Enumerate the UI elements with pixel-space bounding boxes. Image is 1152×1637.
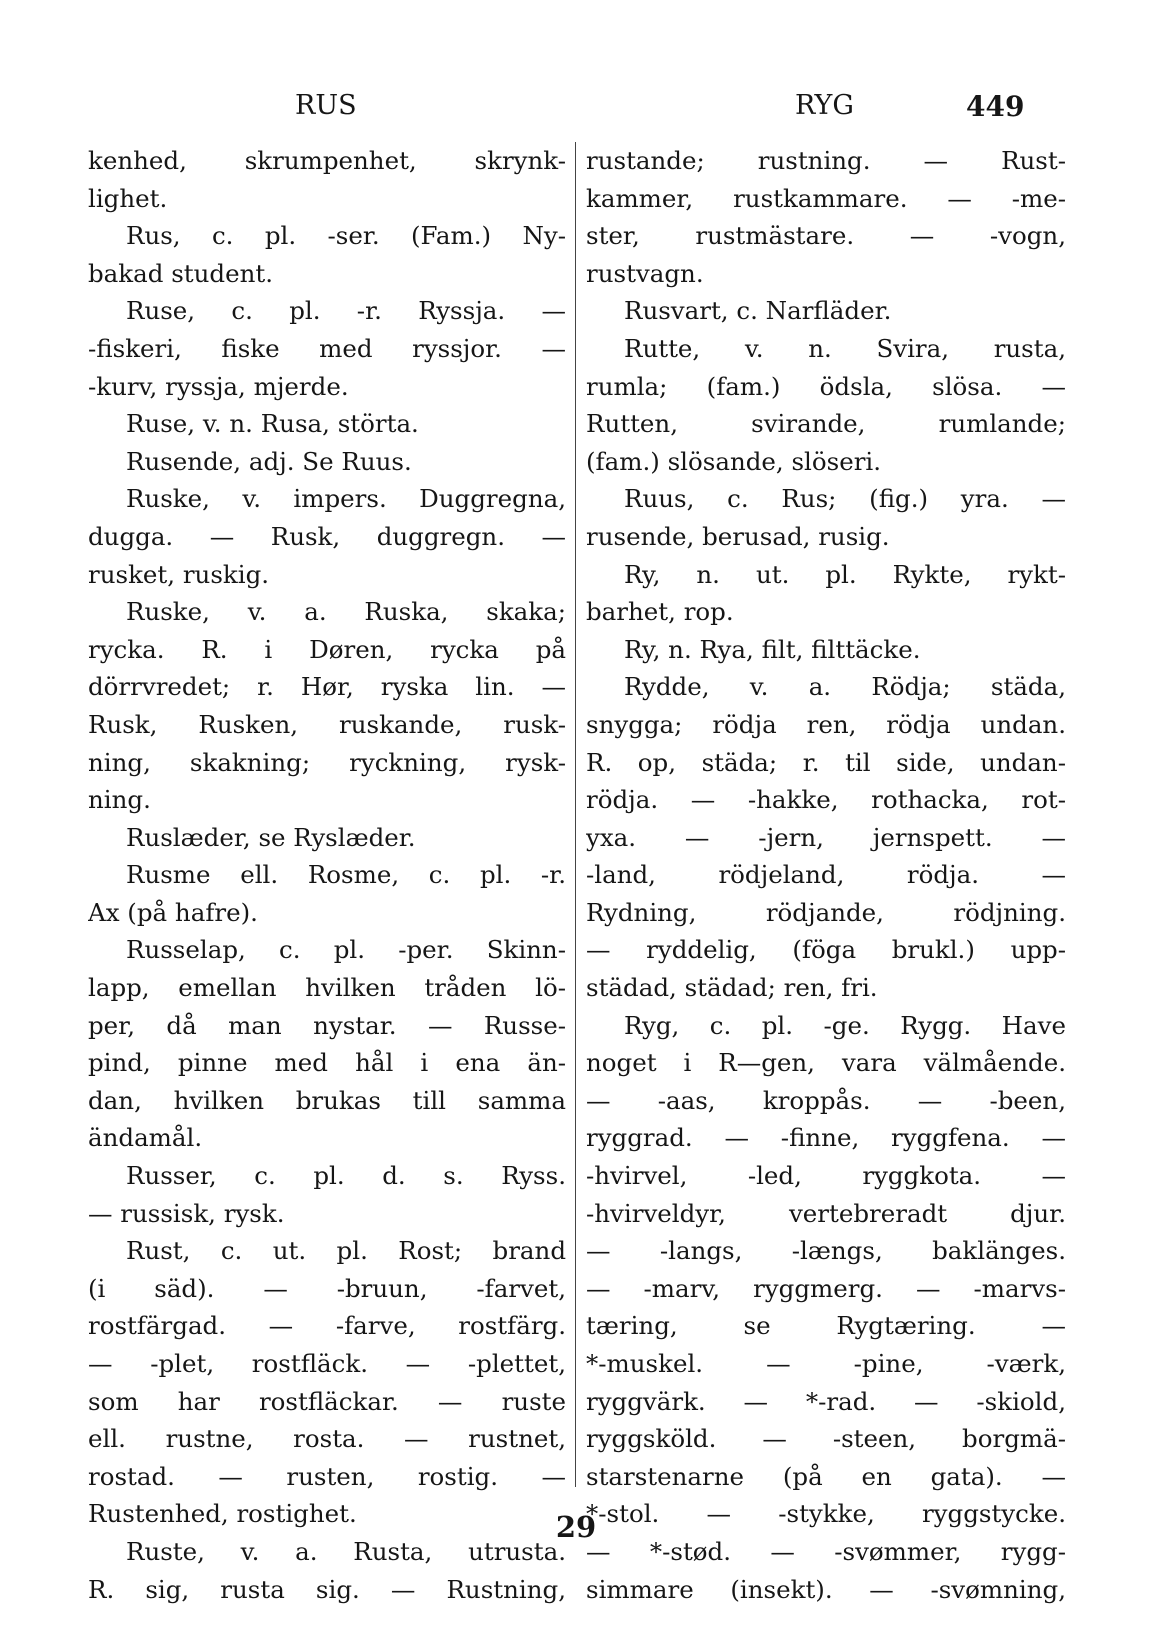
entry-line: Rus, c. pl. -ser. (Fam.) Ny- — [126, 221, 566, 251]
entry-line: ning, skakning; ryckning, rysk- — [88, 747, 566, 777]
entry-line: snygga; rödja ren, rödja undan. — [586, 709, 1066, 739]
entry-line: -kurv, ryssja, mjerde. — [88, 371, 349, 401]
entry-line: rödja. — -hakke, rothacka, rot- — [586, 785, 1066, 815]
entry-line: Ruse, v. n. Rusa, störta. — [126, 409, 419, 439]
entry-line: — -plet, rostfläck. — -plettet, — [88, 1349, 566, 1378]
entry-line: *-muskel. — -pine, -værk, — [586, 1349, 1066, 1378]
entry-line: — *-stød. — -svømmer, rygg- — [586, 1536, 1066, 1566]
entry-line: Rydning, rödjande, rödjning. — [586, 897, 1066, 927]
entry-line: Russer, c. pl. d. s. Ryss. — [126, 1161, 566, 1191]
entry-line: ning. — [88, 785, 151, 815]
entry-line: Rutte, v. n. Svira, rusta, — [624, 333, 1066, 363]
column-divider — [575, 142, 576, 1487]
entry-line: (fam.) slösande, slöseri. — [586, 446, 882, 476]
entry-line: ryggrad. — -finne, ryggfena. — — [586, 1123, 1066, 1153]
entry-line: R. op, städa; r. til side, undan- — [586, 747, 1066, 777]
entry-line: rusende, berusad, rusig. — [586, 521, 890, 551]
entry-line: Ruus, c. Rus; (fig.) yra. — — [624, 484, 1066, 514]
entry-line: per, då man nystar. — Russe- — [88, 1010, 566, 1040]
entry-line: Rusme ell. Rosme, c. pl. -r. — [126, 860, 566, 890]
entry-line: -fiskeri, fiske med ryssjor. — — [88, 333, 566, 363]
entry-line: (i säd). — -bruun, -farvet, — [88, 1273, 566, 1303]
entry-line: barhet, rop. — [586, 597, 734, 627]
entry-line: Rustenhed, rostighet. — [88, 1499, 357, 1529]
entry-line: R. sig, rusta sig. — Rustning, — [88, 1574, 566, 1604]
entry-line: — -aas, kroppås. — -been, — [586, 1085, 1066, 1115]
entry-line: Ruse, c. pl. -r. Ryssja. — — [126, 296, 566, 326]
entry-line: tæring, se Rygtæring. — — [586, 1311, 1066, 1341]
page-number: 449 — [966, 90, 1025, 123]
entry-line: ster, rustmästare. — -vogn, — [586, 221, 1066, 251]
entry-line: Ryg, c. pl. -ge. Rygg. Have — [624, 1010, 1066, 1040]
entry-line: *-stol. — -stykke, ryggstycke. — [586, 1499, 1066, 1529]
entry-line: Ry, n. ut. pl. Rykte, rykt- — [624, 559, 1066, 589]
entry-line: Rust, c. ut. pl. Rost; brand — [126, 1236, 566, 1266]
signature-mark: 29 — [555, 1510, 597, 1544]
entry-line: yxa. — -jern, jernspett. — — [586, 822, 1066, 852]
entry-line: dörrvredet; r. Hør, ryska lin. — — [88, 672, 566, 702]
entry-line: dan, hvilken brukas till samma — [88, 1085, 566, 1115]
entry-line: Rusvart, c. Narfläder. — [624, 296, 892, 326]
entry-line: ell. rustne, rosta. — rustnet, — [88, 1424, 566, 1454]
entry-line: rostfärgad. — -farve, rostfärg. — [88, 1311, 566, 1341]
entry-line: rusket, ruskig. — [88, 559, 270, 589]
entry-line: som har rostfläckar. — ruste — [88, 1386, 566, 1416]
entry-line: pind, pinne med hål i ena än- — [88, 1048, 566, 1078]
entry-line: -hvirveldyr, vertebreradt djur. — [586, 1198, 1066, 1228]
left-column — [88, 142, 566, 1608]
entry-line: ryggsköld. — -steen, borgmä- — [586, 1424, 1066, 1454]
entry-line: lapp, emellan hvilken tråden lö- — [88, 973, 566, 1003]
entry-line: -land, rödjeland, rödja. — — [586, 860, 1066, 890]
entry-line: rumla; (fam.) ödsla, slösa. — — [586, 371, 1066, 401]
entry-line: Ax (på hafre). — [88, 897, 258, 927]
entry-line: Russelap, c. pl. -per. Skinn- — [126, 935, 566, 965]
entry-line: Rydde, v. a. Rödja; städa, — [624, 672, 1066, 702]
entry-line: Rusk, Rusken, ruskande, rusk- — [88, 709, 566, 739]
entry-line: — -marv, ryggmerg. — -marvs- — [586, 1273, 1066, 1303]
entry-line: Ruste, v. a. Rusta, utrusta. — [126, 1536, 566, 1566]
entry-line: Ry, n. Rya, filt, filttäcke. — [624, 634, 921, 664]
entry-line: simmare (insekt). — -svømning, — [586, 1574, 1066, 1604]
right-column — [586, 142, 1066, 1608]
entry-line: rycka. R. i Døren, rycka på — [88, 634, 566, 664]
entry-line: noget i R—gen, vara välmående. — [586, 1048, 1066, 1078]
entry-line: Rusende, adj. Se Ruus. — [126, 446, 412, 476]
entry-line: rustande; rustning. — Rust- — [586, 146, 1066, 175]
entry-line: — ryddelig, (föga brukl.) upp- — [586, 935, 1066, 965]
entry-line: kenhed, skrumpenhet, skrynk- — [88, 146, 566, 175]
entry-line: Ruske, v. impers. Duggregna, — [126, 484, 566, 514]
entry-line: Ruslæder, se Ryslæder. — [126, 822, 416, 852]
entry-line: städad, städad; ren, fri. — [586, 973, 878, 1003]
entry-line: rustvagn. — [586, 258, 704, 288]
entry-line: Rutten, svirande, rumlande; — [586, 409, 1066, 439]
entry-line: kammer, rustkammare. — -me- — [586, 183, 1066, 213]
entry-line: — -langs, -længs, baklänges. — [586, 1236, 1066, 1266]
entry-line: rostad. — rusten, rostig. — — [88, 1461, 566, 1491]
entry-line: dugga. — Rusk, duggregn. — — [88, 521, 566, 551]
entry-line: -hvirvel, -led, ryggkota. — — [586, 1161, 1066, 1191]
entry-line: — russisk, rysk. — [88, 1198, 285, 1228]
running-head-right: RYG — [795, 90, 854, 121]
entry-line: bakad student. — [88, 258, 274, 288]
entry-line: starstenarne (på en gata). — — [586, 1461, 1066, 1491]
running-head-left: RUS — [295, 90, 357, 121]
entry-line: ändamål. — [88, 1123, 203, 1153]
entry-line: ryggvärk. — *-rad. — -skiold, — [586, 1386, 1066, 1416]
entry-line: Ruske, v. a. Ruska, skaka; — [126, 597, 566, 627]
entry-line: lighet. — [88, 183, 168, 213]
